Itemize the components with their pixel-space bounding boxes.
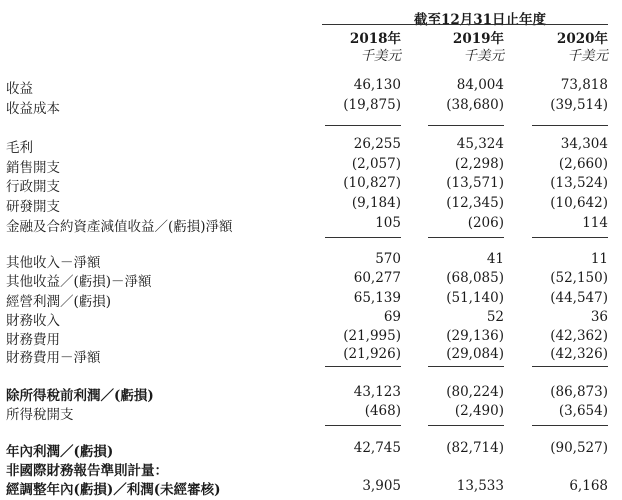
value-2020: 114 <box>582 215 608 231</box>
row-revenue <box>0 77 622 97</box>
row-selling-expenses <box>0 156 622 176</box>
value-2018: 69 <box>383 309 401 325</box>
value-2019: 45,324 <box>456 136 504 152</box>
value-2018: 65,139 <box>353 290 401 306</box>
row-other-income <box>0 251 622 271</box>
value-2020: (86,873) <box>550 384 608 400</box>
subtotal-rule-2019-d <box>428 425 504 426</box>
value-2018: 42,745 <box>353 440 401 456</box>
row-label: 收益成本 <box>6 101 60 117</box>
row-adjusted-profit <box>0 478 622 498</box>
subtotal-rule-2019-c <box>428 366 504 367</box>
value-2018: (21,926) <box>343 346 401 362</box>
unit-header-2018: 千美元 <box>360 48 401 64</box>
value-2019: (12,345) <box>446 195 504 211</box>
value-2020: 34,304 <box>560 136 608 152</box>
row-profit-before-tax <box>0 384 622 404</box>
value-2020: (3,654) <box>558 403 608 419</box>
period-header: 截至12月31日止年度 <box>413 12 547 28</box>
value-2018: (19,875) <box>343 97 401 113</box>
subtotal-rule-2020-a <box>532 125 608 126</box>
subtotal-rule-2020-d <box>532 425 608 426</box>
row-label: 其他收入－淨額 <box>6 255 101 271</box>
year-header-2018: 2018年 <box>349 31 401 47</box>
header-rule <box>322 24 608 25</box>
value-2019: (38,680) <box>446 97 504 113</box>
unit-header-2019: 千美元 <box>463 48 504 64</box>
subtotal-rule-2020-b <box>532 237 608 238</box>
row-label: 非國際財務報告準則計量： <box>6 463 168 479</box>
row-label: 研發開支 <box>6 199 60 215</box>
value-2019: (29,084) <box>446 346 504 362</box>
value-2020: 11 <box>590 251 608 267</box>
value-2019: (13,571) <box>446 175 504 191</box>
value-2018: (10,827) <box>343 175 401 191</box>
subtotal-rule-2018-d <box>325 425 401 426</box>
value-2019: (2,298) <box>454 156 504 172</box>
subtotal-rule-2019-a <box>428 125 504 126</box>
value-2020: (90,527) <box>550 440 608 456</box>
row-label: 金融及合約資產減值收益／(虧損)淨額 <box>6 219 233 235</box>
unit-header-2020: 千美元 <box>567 48 608 64</box>
subtotal-rule-2018-c <box>325 366 401 367</box>
row-impairment <box>0 215 622 235</box>
value-2019: (68,085) <box>446 270 504 286</box>
value-2019: 41 <box>486 251 504 267</box>
row-finance-costs <box>0 328 622 348</box>
value-2018: (2,057) <box>351 156 401 172</box>
value-2019: (82,714) <box>446 440 504 456</box>
row-label: 財務費用 <box>6 332 60 348</box>
subtotal-rule-2020-c <box>532 366 608 367</box>
row-label: 收益 <box>6 81 33 97</box>
row-label: 除所得稅前利潤／(虧損) <box>6 388 154 404</box>
value-2018: 570 <box>375 251 401 267</box>
value-2020: (13,524) <box>550 175 608 191</box>
row-label: 行政開支 <box>6 179 60 195</box>
value-2020: (42,326) <box>550 346 608 362</box>
row-label: 經營利潤／(虧損) <box>6 294 112 310</box>
year-header-2020: 2020年 <box>556 31 608 47</box>
value-2020: (52,150) <box>550 270 608 286</box>
value-2018: (21,995) <box>343 328 401 344</box>
row-income-tax <box>0 403 622 423</box>
row-cost-of-revenue <box>0 97 622 117</box>
value-2020: (44,547) <box>550 290 608 306</box>
value-2018: 26,255 <box>353 136 401 152</box>
value-2019: (2,490) <box>454 403 504 419</box>
row-label: 財務費用－淨額 <box>6 350 101 366</box>
subtotal-rule-2018-b <box>325 237 401 238</box>
value-2020: 73,818 <box>560 77 608 93</box>
subtotal-rule-2019-b <box>428 237 504 238</box>
value-2019: (206) <box>467 215 504 231</box>
row-label: 銷售開支 <box>6 160 60 176</box>
value-2018: 46,130 <box>353 77 401 93</box>
row-operating-profit <box>0 290 622 310</box>
value-2019: (51,140) <box>446 290 504 306</box>
row-non-ifrs-heading <box>0 459 622 479</box>
value-2018: 60,277 <box>353 270 401 286</box>
value-2020: (10,642) <box>550 195 608 211</box>
year-header-2019: 2019年 <box>452 31 504 47</box>
value-2019: 52 <box>486 309 504 325</box>
row-admin-expenses <box>0 175 622 195</box>
row-finance-costs-net <box>0 346 622 366</box>
value-2020: 36 <box>590 309 608 325</box>
row-label: 其他收益／(虧損)－淨額 <box>6 274 152 290</box>
row-label: 年內利潤／(虧損) <box>6 444 114 460</box>
row-label: 毛利 <box>6 140 33 156</box>
value-2018: 105 <box>375 215 401 231</box>
value-2018: (468) <box>364 403 401 419</box>
value-2020: (39,514) <box>550 97 608 113</box>
value-2019: (80,224) <box>446 384 504 400</box>
row-finance-income <box>0 309 622 329</box>
value-2020: (42,362) <box>550 328 608 344</box>
row-other-gains <box>0 270 622 290</box>
value-2019: 13,533 <box>456 478 504 494</box>
value-2018: 43,123 <box>353 384 401 400</box>
row-label: 所得稅開支 <box>6 407 74 423</box>
value-2020: 6,168 <box>569 478 608 494</box>
value-2019: 84,004 <box>456 77 504 93</box>
row-rd-expenses <box>0 195 622 215</box>
value-2018: 3,905 <box>362 478 401 494</box>
row-profit-for-year <box>0 440 622 460</box>
row-gross-profit <box>0 136 622 156</box>
row-label: 財務收入 <box>6 313 60 329</box>
value-2020: (2,660) <box>558 156 608 172</box>
subtotal-rule-2018-a <box>325 125 401 126</box>
row-label: 經調整年內(虧損)／利潤(未經審核) <box>6 482 221 498</box>
value-2019: (29,136) <box>446 328 504 344</box>
value-2018: (9,184) <box>351 195 401 211</box>
